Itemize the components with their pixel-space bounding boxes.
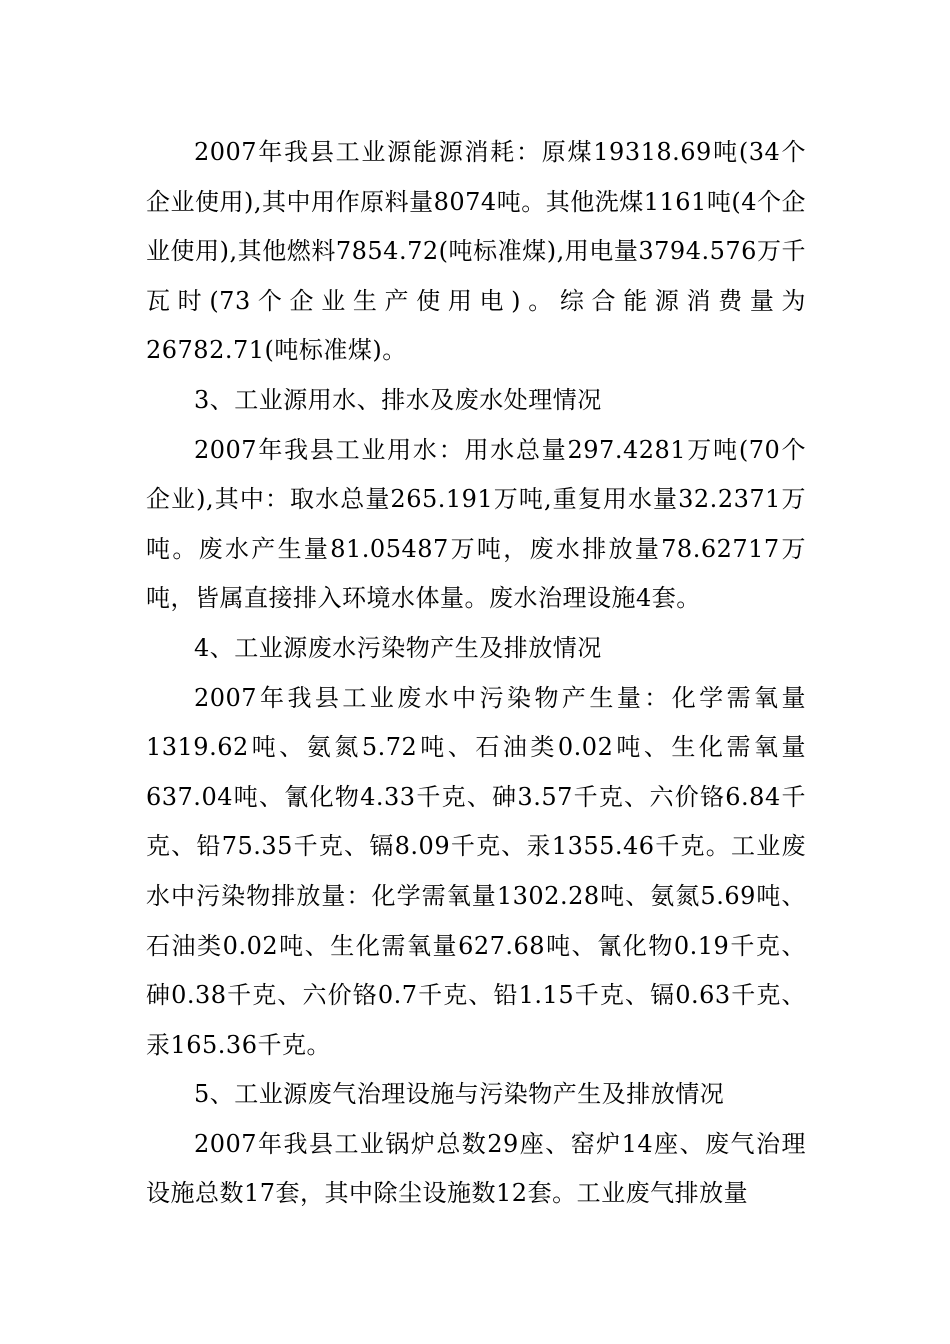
paragraph-energy-consumption: 2007年我县工业源能源消耗：原煤19318.69吨(34个企业使用),其中用作原料量8074吨。其他洗煤1161吨(4个企业使用),其他燃料7854.72(吨标准煤),用电量3794.576万千瓦时(73个企业生产使用电)。综合能源消费量为26782.71(吨标准煤)。 (146, 138, 806, 365)
paragraph-wastewater-pollutants: 2007年我县工业废水中污染物产生量：化学需氧量1319.62吨、氨氮5.72吨、石油类0.02吨、生化需氧量637.04吨、氰化物4.33千克、砷3.57千克、六价铬6.84千克、铅75.35千克、镉8.09千克、汞1355.46千克。工业废水中污染物排放量：化学需氧量1302.28吨、氨氮5.69吨、石油类0.02吨、生化需氧量627.68吨、氰化物0.19千克、砷0.38千克、六价铬0.7千克、铅1.15千克、镉0.63千克、汞165.36千克。 (146, 683, 806, 1059)
document-page (146, 128, 806, 1219)
paragraph-water-usage: 2007年我县工业用水：用水总量297.4281万吨(70个企业),其中：取水总量265.191万吨,重复用水量32.2371万吨。废水产生量81.05487万吨，废水排放量78.62717万吨，皆属直接排入环境水体量。废水治理设施4套。 (146, 435, 806, 613)
section-heading-3: 3、工业源用水、排水及废水处理情况 (194, 385, 602, 414)
paragraph-waste-gas: 2007年我县工业锅炉总数29座、窑炉14座、废气治理设施总数17套，其中除尘设施数12套。工业废气排放量 (146, 1129, 806, 1208)
section-heading-5: 5、工业源废气治理设施与污染物产生及排放情况 (194, 1080, 725, 1109)
section-heading-4: 4、工业源废水污染物产生及排放情况 (194, 633, 602, 662)
